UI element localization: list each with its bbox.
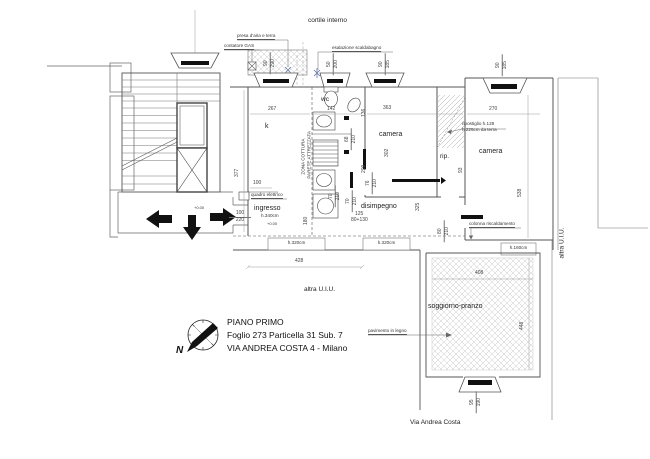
dim-finestra-wc: 50 200 [327,53,340,75]
sink-icon [313,112,335,130]
balcony-area [248,50,307,75]
dim-fronte-sud: 428 [295,258,304,264]
dim-disimpegno-lato: 209 [361,164,367,173]
window-staircase [171,53,219,68]
note-quota-pianerottolo: +0.00 [194,205,205,210]
arrow-down-icon [183,215,201,240]
dim-soggiorno-larghezza: 408 [475,270,484,276]
arrow-left-icon [146,210,172,228]
note-parete-attrezzata: PARETE ATTREZZATA [306,130,312,179]
dim-soggiorno-profondita: 448 [519,321,525,330]
dim-vano-125: 125 [355,211,364,217]
title-foglio: Foglio 273 Particella 31 Sub. 7 [227,330,343,340]
compass-rose [187,320,218,352]
balcony-hatch [248,50,307,75]
note-colonna-riscaldamento: colonna riscaldamento [469,222,515,228]
room-kitchen: k [265,123,269,130]
dim-cucina-larghezza: 267 [268,106,277,112]
room-camera-left: camera [379,131,403,138]
elevator-shaft [177,103,207,192]
dim-finestra-soggiorno: 95 190 [470,391,483,413]
dim-cucina-profondita: 377 [234,168,240,177]
dim-finestra-camera-sx: 90 185 [379,53,392,75]
label-cortile-interno: cortile interno [308,17,348,24]
door-leaf [350,172,353,188]
dim-porta-wc: 70 210 [329,185,342,207]
dim-balcone: 90 290 [264,52,277,74]
title-indirizzo: VIA ANDREA COSTA 4 - Milano [227,343,348,353]
compass-north-label: N [176,345,184,356]
dim-ingresso-larghezza: 100 [253,180,262,186]
sliding-door-tip [441,177,446,184]
dim-vano-80-130: 80+130 [351,217,368,223]
note-nicchia-sx: h.320cm [287,240,306,245]
room-wc: wc [321,96,329,103]
dim-camera-sx-profondita: 302 [384,148,390,157]
dim-camera-dx-larghezza: 270 [489,106,498,112]
dim-wc-larghezza: 142 [327,106,336,112]
label-altra-uiu-bottom: altra U.I.U. [304,286,336,293]
note-esalazione: esalazione scaldabagno [332,46,381,52]
radiator [461,215,483,219]
stove-icon [313,140,338,166]
label-via-andrea-costa: Via Andrea Costa [410,419,461,426]
window-camera-right [483,78,527,93]
note-quota-ingresso: +0.00 [267,221,278,226]
note-pavimento-legno: pavimento in legno [368,329,407,335]
room-disimpegno: disimpegno [361,203,397,210]
note-ripostiglio-1: ripostiglio h.128 [462,121,495,126]
label-altra-uiu-right: altra U.I.U. [558,227,566,259]
dim-ingresso-profondita: 180 [303,216,309,225]
title-piano: PIANO PRIMO [227,317,284,327]
window-soggiorno [459,377,501,392]
window-kitchen [254,73,298,87]
door-leaf [344,150,349,154]
dim-camera-sx-lato: 136 [361,108,367,117]
note-zona-cottura: ZONA COTTURA [300,138,306,175]
dim-porta-disimpegno: 70 210 [346,190,359,212]
note-quadro-elettrico: quadro elettrico [251,193,283,199]
context-building-left [47,10,248,237]
room-ingresso: ingresso [254,205,281,212]
dim-camera-sx-larghezza: 363 [383,105,392,111]
compass-needle [187,323,218,352]
ripostiglio-hatch [437,95,465,148]
dim-camera-dx-profondita: 538 [517,188,523,197]
note-presa-aria: presa d'aria e terra [237,34,275,40]
note-nicchia-camera: h.160cm [509,245,528,250]
dim-porta-ingresso: 100 220 [229,211,251,224]
room-camera-right: camera [479,148,503,155]
dim-porta-cucina: 68 210 [345,128,358,150]
dim-ripostiglio-lato: 93 [458,167,464,173]
note-contatore-gas: contatore GAS [224,44,254,50]
dim-finestra-camera-dx: 90 185 [496,54,509,76]
dim-porta-camera: 76 210 [366,172,379,194]
room-soggiorno: soggiorno-pranzo [428,303,483,310]
dim-porta-soggiorno: 80 210 [438,220,451,242]
dim-disimpegno-profondita: 325 [415,202,421,211]
door-leaf [344,116,349,120]
note-ripostiglio-2: h.225cm da terra [462,127,497,132]
sliding-door [392,179,440,182]
room-ingresso-height: h.340cm [261,213,279,218]
room-ripostiglio: rip. [440,153,450,160]
gas-meter-icon [248,62,256,70]
note-nicchia-dx: h.320cm [377,240,396,245]
